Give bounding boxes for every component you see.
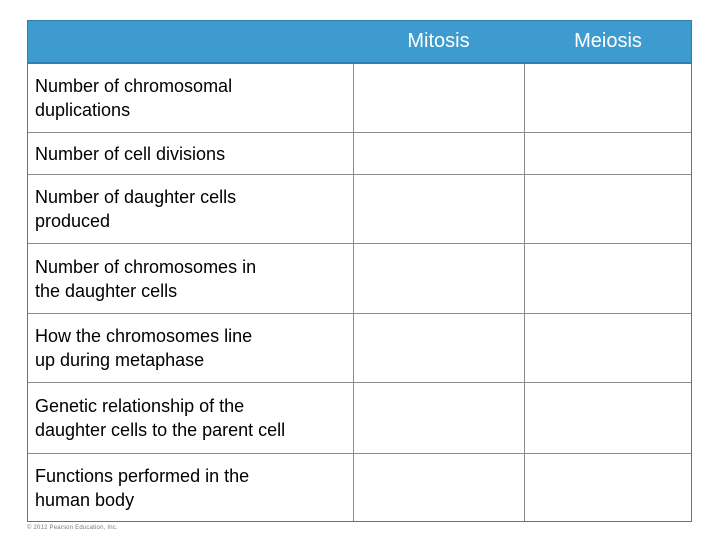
meiosis-cell — [525, 314, 691, 382]
meiosis-cell — [525, 244, 691, 313]
table-row — [28, 383, 691, 454]
meiosis-cell — [525, 175, 691, 243]
mitosis-cell — [354, 175, 525, 243]
table-row — [28, 244, 691, 314]
meiosis-cell — [525, 454, 691, 521]
meiosis-cell — [525, 64, 691, 132]
row-label: Number of cell divisions — [28, 133, 354, 174]
row-label: How the chromosomes line up during metaphase — [28, 314, 354, 382]
mitosis-cell — [354, 454, 525, 521]
column-header-mitosis: Mitosis — [407, 30, 470, 52]
mitosis-cell — [354, 244, 525, 313]
row-label: Genetic relationship of the daughter cells to the parent cell — [28, 383, 354, 453]
row-label: Number of daughter cells produced — [28, 175, 354, 243]
table-row — [28, 64, 691, 133]
mitosis-cell — [354, 314, 525, 382]
mitosis-cell — [354, 64, 525, 132]
meiosis-cell — [525, 133, 691, 174]
table-row — [28, 454, 691, 521]
copyright-notice: © 2012 Pearson Education, Inc. — [27, 525, 118, 531]
row-label: Number of chromosomal duplications — [28, 64, 354, 132]
table-row — [28, 314, 691, 383]
row-label: Functions performed in the human body — [28, 454, 354, 521]
table-row — [28, 175, 691, 244]
mitosis-cell — [354, 133, 525, 174]
column-header-meiosis: Meiosis — [574, 30, 642, 52]
comparison-table — [27, 63, 692, 522]
row-label: Number of chromosomes in the daughter cells — [28, 244, 354, 313]
mitosis-cell — [354, 383, 525, 453]
meiosis-cell — [525, 383, 691, 453]
table-row — [28, 133, 691, 175]
